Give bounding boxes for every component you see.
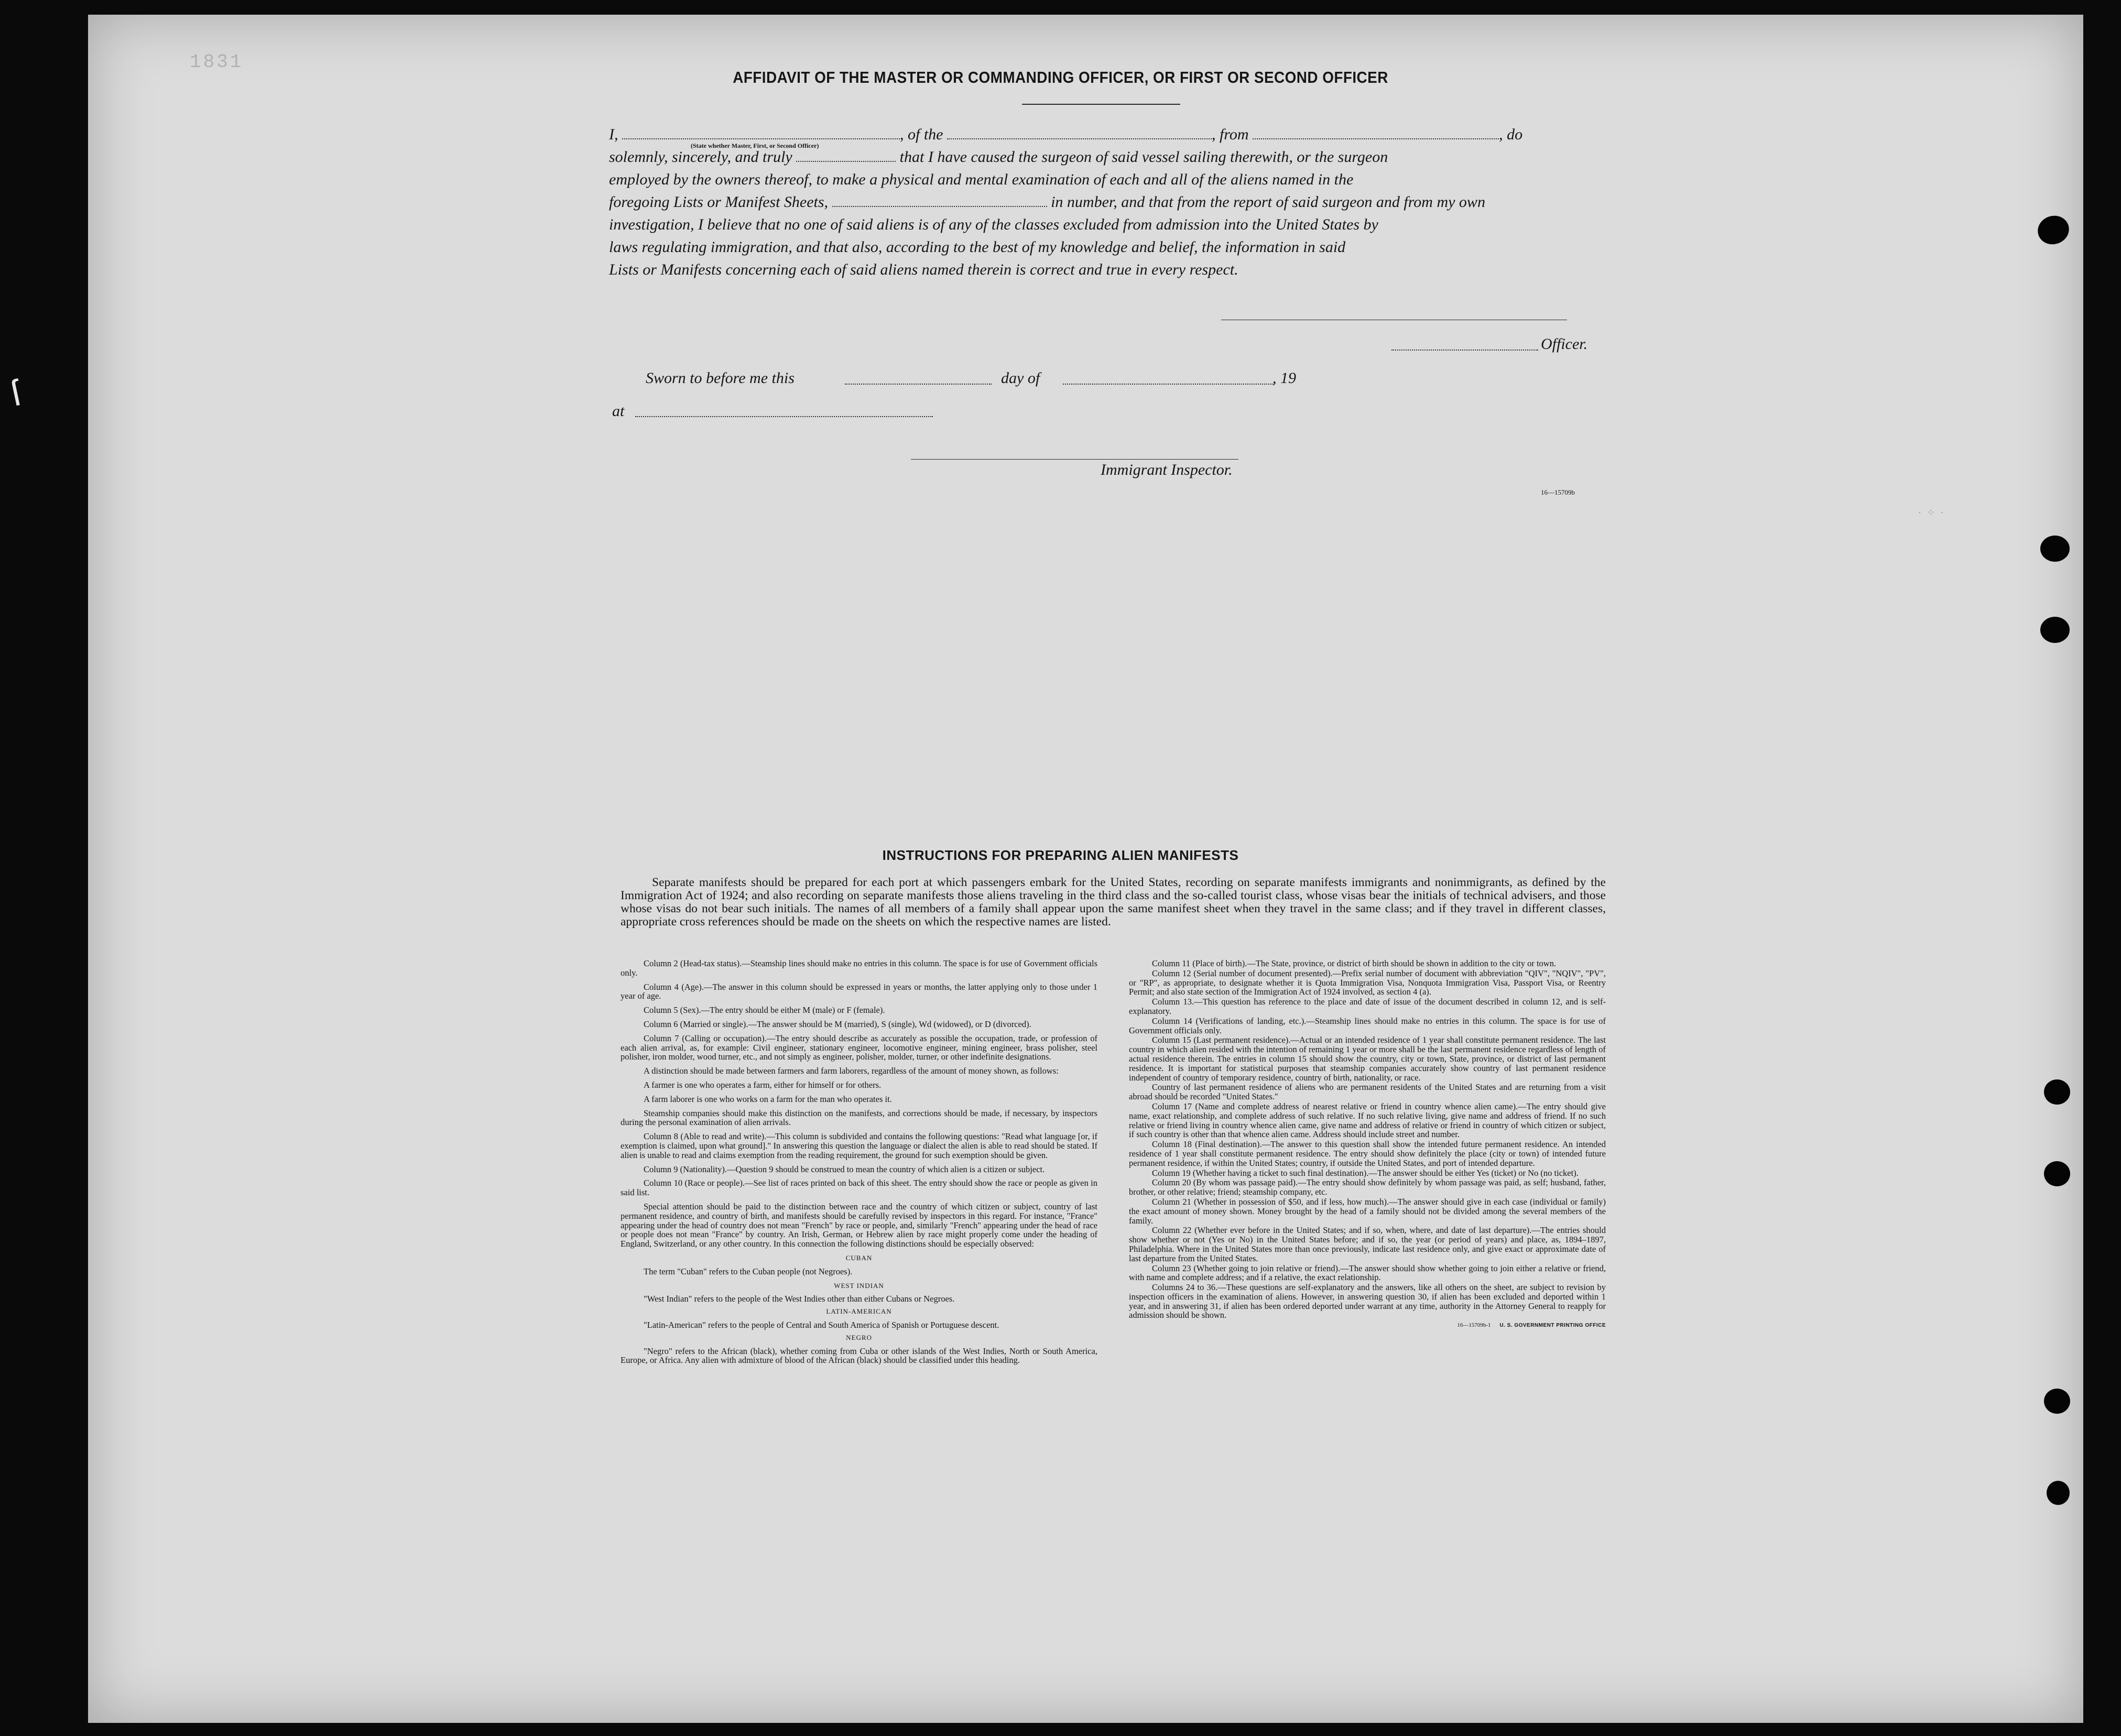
instruction-col13: Column 13.—This question has reference to the place and date of issue of the document described in column 12, and is self-explanatory. [1129,997,1606,1016]
definition-cuban: The term "Cuban" refers to the Cuban people (not Negroes). [644,1266,853,1276]
instruction-col19: Column 19 (Whether having a ticket to such final destination).—The answer should be either Yes (ticket) or No (no ticket). [1152,1167,1579,1178]
sworn-day-field[interactable] [845,383,992,385]
heading-cuban: CUBAN [845,1253,873,1262]
instruction-farm-distinction: A distinction should be made between farmers and farm laborers, regardless of the amount of money shown, as follows: [644,1066,1059,1076]
instruction-col5: Column 5 (Sex).—The entry should be either M (male) or F (female). [644,1005,885,1016]
instructions-title: INSTRUCTIONS FOR PREPARING ALIEN MANIFESTS [882,847,1239,863]
heading-west-indian: WEST INDIAN [834,1281,884,1290]
footer-line [1129,1321,1606,1330]
margin-mark: ſ [7,372,24,414]
vessel-field[interactable] [947,127,1212,139]
instruction-col2: Column 2 (Head-tax status).—Steamship lines should make no entries in this column. The space is for use of Government officials only. [621,958,1097,978]
stamp-number: 1831 [190,51,244,73]
instruction-farmer: A farmer is one who operates a farm, either for himself or for others. [644,1079,882,1090]
instruction-special-attention: Special attention should be paid to the distinction between race and the country of which citizen or subject, country of last permanent residence, and country of birth, and manifests should be carefully revised by inspectors in this regard. For instance, "France" appearing under the head of country does not mean "French" by race or people, and, similarly "French" appearing under the head of race or people does not mean "France" by country. An Irish, German, or Hebrew alien by race might properly come under the heading of England, Switzerland, or any other country. In this connection the following distinctions should be especially observed: [621,1201,1097,1249]
instruction-col8: Column 8 (Able to read and write).—This column is subdivided and contains the following questions: "Read what language [or, if exemption is claimed, upon what ground]." In answering this question the language or dialect the alien is able to read should be stated. If alien is unable to read and claims exemption from the reading requirement, the ground for such exemption should be given. [621,1131,1097,1160]
instructions-intro: Separate manifests should be prepared for each port at which passengers embark for the United States, recording on separate manifests immigrants and nonimmigrants, as defined by the Immigration Act of 1924; and also recording on separate manifests those aliens traveling in the third class and the so-called tourist class, whose visas bear the initials of technical advisers, and those whose visas do not bear such initials. The names of all members of a family shall appear upon the same manifest sheet when they travel in the same class; and if they travel in different classes, appropriate cross references should be made on the sheets on which the respective names are listed. [621,876,1606,929]
instruction-steamship-corrections: Steamship companies should make this distinction on the manifests, and corrections should be made, if necessary, by inspectors during the personal examination of alien arrivals. [621,1108,1097,1128]
footer-form-code: 16—15709b-1 [1457,1322,1491,1329]
instruction-col17: Column 17 (Name and complete address of nearest relative or friend in country whence alien came).—The entry should give name, exact relationship, and complete address of such relative. If no such relative living, give name and address of friend. If no such relative or friend living in country whence alien came, give name and address of relative or friend in country of which citizen or subject, if such country is other than that whence alien came. Address should include street and number. [1129,1101,1606,1140]
definition-negro: "Negro" refers to the African (black), whether coming from Cuba or other islands of the West Indies, North or South America, Europe, or Africa. Any alien with admixture of blood of the African (black) should be classified under this heading. [621,1346,1097,1366]
punch-hole [2044,1079,2070,1105]
instructions-right-column [1129,959,1606,1330]
heading-latin-american: LATIN-AMERICAN [826,1307,892,1316]
year-label: , 19 [1272,369,1296,387]
officer-label: Officer. [1541,335,1588,353]
affidavit-title: AFFIDAVIT OF THE MASTER OR COMMANDING OFFICER, OR FIRST OR SECOND OFFICER [733,68,1388,86]
affidavit-line2a: solemnly, sincerely, and truly [609,148,792,166]
punch-hole [2040,617,2070,643]
instruction-last-residence-us: Country of last permanent residence of aliens who are permanent residents of the United States and are returning from a visit abroad should be recorded "United States." [1129,1082,1606,1102]
at-label: at [612,402,625,420]
affidavit-do: , do [1499,126,1523,143]
instruction-col10: Column 10 (Race or people).—See list of races printed on back of this sheet. The entry should show the race or people as given in said list. [621,1178,1097,1198]
affidavit-line5: investigation, I believe that no one of said aliens is of any of the classes excluded from admission into the United States by [609,216,1378,233]
instruction-col22: Column 22 (Whether ever before in the United States; and if so, when, where, and date of last departure).—The entries should show whether or not (Yes or No) in the United States before; and if so, the year (or period of years) and place, as, 1894–1897, Philadelphia. Where in the United States more than once previously, indicate last residence only, and give exact or approximate date of last departure from the United States. [1129,1225,1606,1263]
punch-hole [2044,1389,2070,1414]
definition-latin-american: "Latin-American" refers to the people of Central and South America of Spanish or Portuguese descent. [644,1319,999,1330]
affidavit-line6: laws regulating immigration, and that also, according to the best of my knowledge and belief, the information in said [609,238,1346,256]
definition-west-indian: "West Indian" refers to the people of the West Indies other than either Cubans or Negroes. [644,1294,955,1304]
instruction-farm-laborer: A farm laborer is one who works on a farm for the man who operates it. [644,1094,892,1104]
affidavit-line2b: that I have caused the surgeon of said vessel sailing therewith, or the surgeon [899,148,1388,166]
instruction-col4: Column 4 (Age).—The answer in this column should be expressed in years or months, the latter applying only to those under 1 year of age. [621,981,1097,1001]
instruction-col9: Column 9 (Nationality).—Question 9 should be construed to mean the country of which alien is a citizen or subject. [644,1164,1045,1174]
state-rank-note: (State whether Master, First, or Second Officer) [691,142,819,149]
inspector-label: Immigrant Inspector. [1101,461,1233,478]
footer-gpo: U. S. GOVERNMENT PRINTING OFFICE [1499,1323,1606,1329]
instruction-col14: Column 14 (Verifications of landing, etc.).—Steamship lines should make no entries in this column. The space is for use of Government officials only. [1129,1016,1606,1035]
sworn-label: Sworn to before me this [646,369,795,387]
officer-rank-field[interactable] [622,127,900,139]
instruction-col11: Column 11 (Place of birth).—The State, province, or district of birth should be shown in addition to the city or town. [1152,958,1557,968]
punch-hole [2047,1481,2070,1505]
sheets-count-field[interactable] [832,194,1047,207]
officer-signature-field[interactable] [1391,348,1538,351]
instruction-col20: Column 20 (By whom was passage paid).—The entry should show definitely by whom passage was paid, as self; husband, father, brother, or other relative; friend; steamship company, etc. [1129,1177,1606,1197]
affidavit-line4a: foregoing Lists or Manifest Sheets, [609,193,829,211]
instruction-col23: Column 23 (Whether going to join relative or friend).—The answer should show whether going to join either a relative or friend, with name and complete address; and if a relative, the exact relationship. [1129,1263,1606,1283]
affidavit-i: I, [609,126,618,143]
instruction-col24-36: Columns 24 to 36.—These questions are self-explanatory and the answers, like all others on the sheet, are subject to revision by inspection officers in the examination of aliens. However, in answering question 30, if alien has been excluded and deported within 1 year, and in answering 31, if alien has been ordered deported under warrant at any time, authority in the Attorney General to reapply for admission should be shown. [1129,1282,1606,1320]
instruction-col15: Column 15 (Last permanent residence).—Actual or an intended residence of 1 year shall constitute permanent residence. The last country in which alien resided with the intention of remaining 1 year or more shall be the last permanent residence regardless of length of actual residence therein. The entries in column 15 should show the country, city or town, State, province, or district of last permanent residence. It is important for statistical purposes that steamship companies accurately show country of last permanent residence independent of country of temporary residence, country of birth, nationality, or race. [1129,1035,1606,1083]
punch-hole [2040,536,2070,562]
heading-negro: NEGRO [846,1333,872,1341]
title-rule [1022,104,1180,105]
instruction-col12: Column 12 (Serial number of document presented).—Prefix serial number of document with abbreviation "QIV", "NQIV", "PV", or "RP", as appropriate, to designate whether it is Quota Immigration Visa, Nonquota Immigration Visa, Passport Visa, or Reentry Permit; and also state section of the Immigration Act of 1924 involved, as section 4 (a). [1129,968,1606,997]
affidavit-line7: Lists or Manifests concerning each of said aliens named therein is correct and true in every respect. [609,261,1238,278]
punch-hole [2044,1161,2070,1186]
affidavit-from: , from [1212,126,1249,143]
instruction-col6: Column 6 (Married or single).—The answer should be M (married), S (single), Wd (widowed), or D (divorced). [644,1019,1031,1029]
instruction-col18: Column 18 (Final destination).—The answer to this question shall show the intended future permanent residence. An intended residence of 1 year shall constitute permanent residence. The entry should show definitely the place (city or town) of intended future permanent residence, if within the United States; country, if outside the United States, and port of intended departure. [1129,1139,1606,1168]
sworn-month-field[interactable] [1063,383,1274,385]
instructions-left-column [621,959,1097,1370]
instruction-col21: Column 21 (Whether in possession of $50, and if less, how much).—The answer should give in each case (individual or family) the exact amount of money shown. Money brought by the head of a family should not be divided among the several members of the family. [1129,1196,1606,1226]
inspector-signature-line[interactable] [911,459,1238,460]
oath-field[interactable] [796,149,896,162]
port-field[interactable] [1253,127,1499,139]
affidavit-line3: employed by the owners thereof, to make a physical and mental examination of each and all of the aliens named in the [609,171,1354,188]
instruction-col7: Column 7 (Calling or occupation).—The entry should describe as accurately as possible the occupation, trade, or profession of each alien arrival, as, for example: Civil engineer, stationary engineer, locomotive engineer, mining engineer, brass polisher, steel polisher, iron molder, wood turner, etc., and not simply as engineer, polisher, molder, turner, or other indefinite designations. [621,1033,1097,1062]
affidavit-form-code: 16—15709b [1541,488,1575,496]
sworn-place-field[interactable] [635,415,933,417]
affidavit-line4b: in number, and that from the report of said surgeon and from my own [1051,193,1485,211]
day-of-label: day of [1001,369,1040,387]
affidavit-of-the: , of the [900,126,943,143]
faint-marks: · ⁘ · [1918,507,1945,518]
